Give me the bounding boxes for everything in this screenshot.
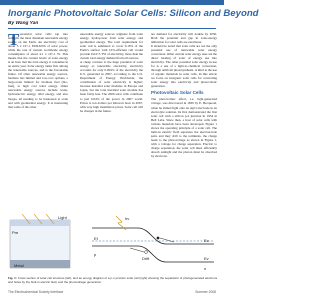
column-3-paragraph-2: It should be noted that solar cells are not the only potential use of renewable solar energy conversion. Other current solar energy uses are the direct heating of solar of energy use into electricity. The other potential solar energy in use for is a use of a light-to-chemical conversion, through artificial photosynthesis. A third is the use of organic materials in solar cells. In this article we focus on inorganic solar cells for converting solar energy into electricity and photovoltaic generation. — [151, 44, 217, 89]
p-region-label: p — [94, 252, 97, 257]
hole-arrow — [130, 248, 144, 252]
electron-arrow — [160, 238, 174, 242]
article-title: Inorganic Photovoltaic Solar Cells: Silicon and Beyond — [8, 8, 259, 19]
ef-label: Ef — [94, 236, 98, 241]
footer-journal-name: The Electrochemical Society Interface — [8, 290, 64, 294]
column-1-paragraph-1: errestrial solar cells tap into sunlight, the most abundant renewable energy source on the Earth. An electricity cost of about 5 x 10^-1 EUR/kWh of solar power, while the rate of current worldwide energy consumption of about 4.1 x 10^-1 W. This means that the current levels of solar energy is an hour that the total energy it consumes in an entire year. Solar energy ranks first among the renewable sources, and is the favourable future. Of other renewable energy sources, biomass has limited and low-cost options, a large-scale limited for biomass fuel (bio-fuel), to high cost wind energy. Other renewable energy sources include water, hydroelectric energy, tidal energy, and also biogas, all needing to be harnessed at scale and with geothermal energy. It is interesting that some of the other — [8, 32, 68, 109]
valence-band-curve — [92, 246, 214, 262]
conduction-band-curve — [92, 228, 214, 244]
ev-label: Ev — [204, 256, 209, 261]
figure-caption-text: Cross section of solar cell structure (left), and an energy diagram of a p-n junction solar cell (right) showing the separation of photogenerated electrons and holes by the built-in electric field, and the photovoltage generation. — [8, 276, 218, 284]
front-contact-layer — [10, 220, 70, 226]
byline-rule — [8, 28, 216, 29]
column-2-paragraph-1: renewable energy sources originate from solar energy, hydropower from solar energy, and geothermal energy. The total requirement for solar cell is estimated to cover 0.16% of the Earth's surface with 10%-efficient cell would provide 2x10^3 TW of electricity, more than the current total energy demand from all sources. — [80, 32, 143, 61]
figure-caption — [8, 277, 218, 284]
top-band — [0, 0, 224, 5]
edge-label: Pre — [12, 230, 19, 235]
column-1 — [8, 32, 68, 109]
column-3 — [151, 32, 217, 158]
column-2 — [80, 32, 143, 113]
photon-label: hv — [125, 216, 130, 221]
figure-1-drawing — [8, 214, 220, 274]
footer-issue-date: Summer 2008 — [195, 290, 216, 294]
section-heading: Photovoltaic Solar Cells — [151, 90, 204, 96]
article-byline: By Wang Yan — [8, 21, 39, 26]
hole-dot — [145, 251, 148, 254]
figure-1 — [8, 214, 220, 274]
electron-dot — [157, 237, 160, 240]
ec-label: Ec — [204, 238, 209, 243]
figure-caption-label: Fig. 1: — [8, 276, 17, 280]
light-label: Light — [58, 215, 67, 220]
column-3-paragraph-1: are demand for electricity will double by 2050. Both the potential and gap in solar-energy utilization for solar cells are enormous. — [151, 32, 217, 45]
column-2-paragraph-2: A cheap contrast to the huge potential of solar energy as renewable electricity, electricity accounts for only 0.004% of the electricity the U.S. generated in 2007, according to the U.S. Department of Energy. Worldwide, the contribution of solar electricity is higher; because installed solar modules in Europe and Japan, but the total installed solar module has been fairly less. The 2006 solar cells contribute to just 0.04% of the power in 2007 world. Prices is ten dollars per kilowatt hour in 2007, with very high installation prices. Solar cell will be cheaper in the future. — [80, 60, 143, 113]
drop-cap: T — [8, 30, 20, 49]
n-region-label: n — [204, 266, 207, 271]
drift-label: Drift — [142, 256, 150, 261]
column-3-paragraph-3: The photovoltaic effect, i.e. light-generated voltage, was discovered in 1839 by E. Becquerel, when he shined light onto an AgCl electrode in an electrolyte solution. Its first demonstrated the first solar cell with a silicon p-n junction in 1954 in Bell Labs. Since then, a host of solar cells with various materials have been developed. Figure 1 shows the operating principle of a solar cell. The built-in electric field separates the electron-hole pairs and they drift to the terminals, the charge leads to the photovoltage as shown in Figure 1, with a voltage for charge separation. Electric to charge separation, the solar cell must efficiently absorb sunlight and the photon must be absorbed by electrons. — [151, 97, 217, 158]
band-diagram — [92, 216, 214, 271]
metal-label: Metal — [14, 263, 24, 268]
